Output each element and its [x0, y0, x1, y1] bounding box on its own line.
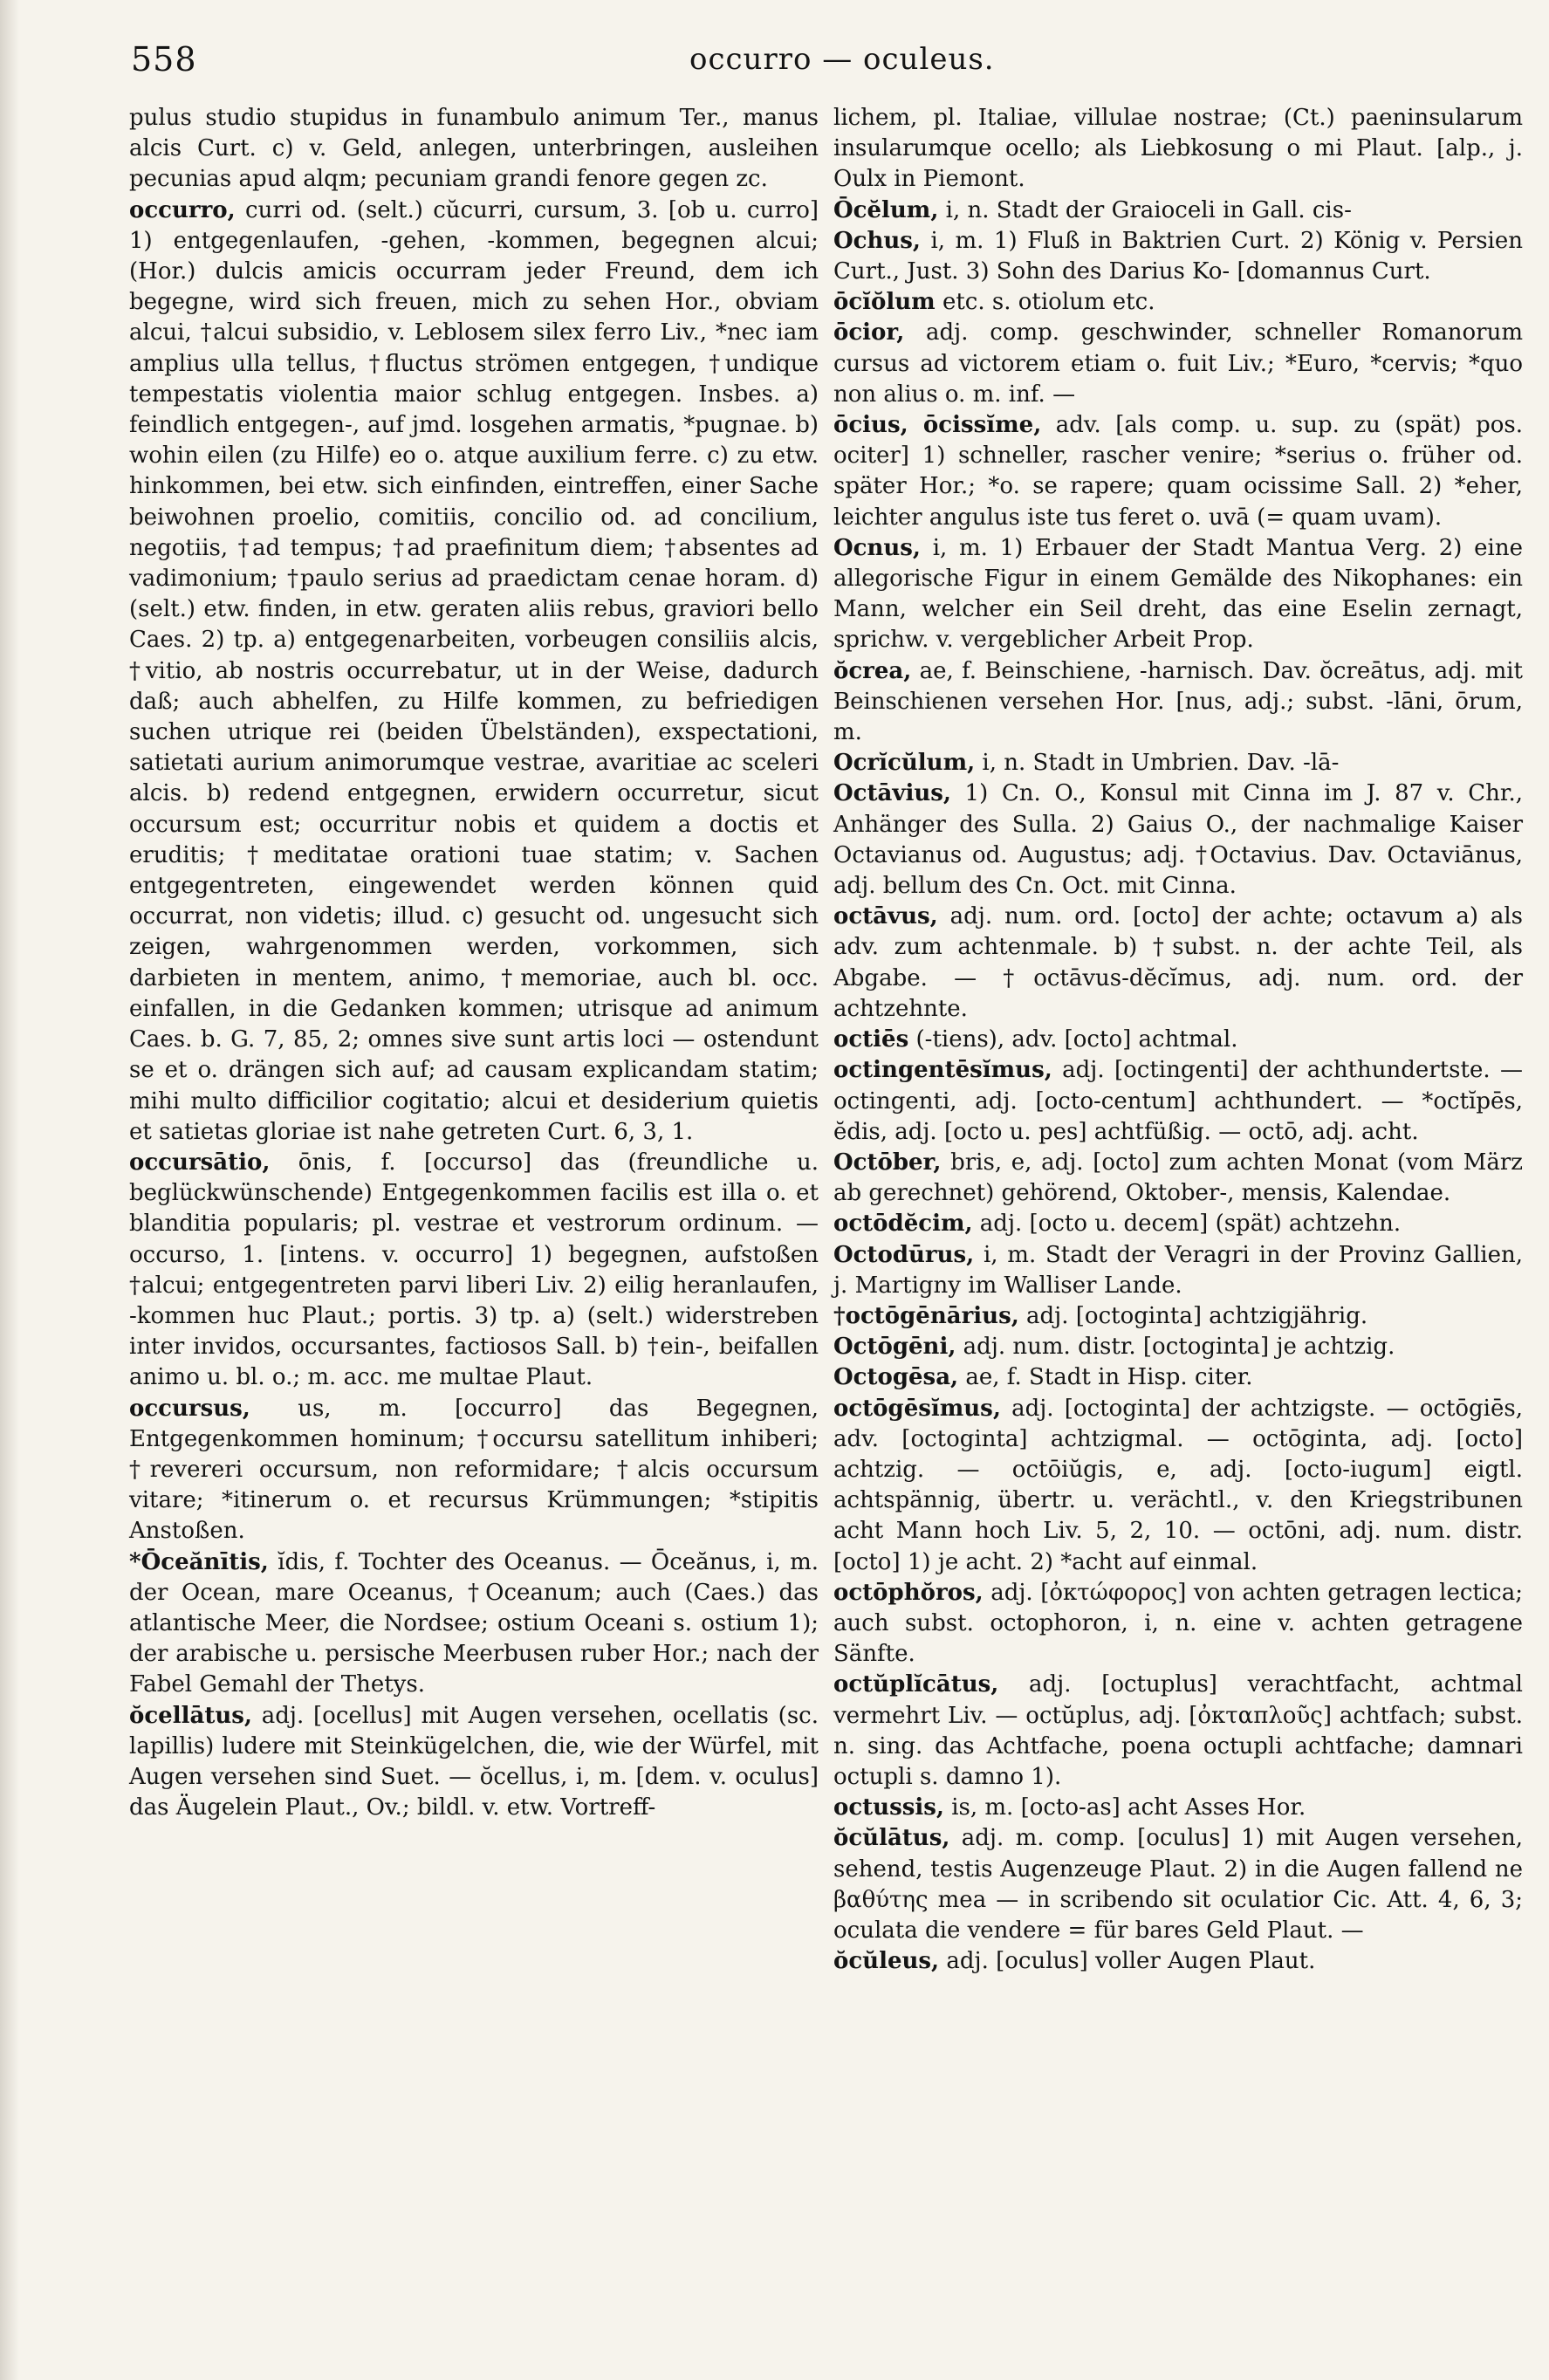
entry-headword: ōcĭŏlum — [833, 289, 936, 316]
entry-text: adj. [ὀκτώφορος] von achten getragen lectica; auch subst. octophoron, i, n. eine v. achten getragene Sänfte. — [833, 1579, 1523, 1668]
dictionary-entry — [833, 195, 1523, 226]
entry-headword: ōcius, ōcissĭme, — [833, 412, 1042, 439]
entry-text: adj. [octoginta] der achtzigste. — octōgiēs, adv. [octoginta] achtzigmal. — octōginta, adj. [octo] achtzig. — octōiŭgis, e, adj. [octo-iugum] eigtl. achtspännig, übertr. u. verächtl., v. den Kriegstribunen acht Mann hoch Liv. 5, 2, 10. — octōni, adj. num. distr. [octo] 1) je acht. 2) *acht auf einmal. — [833, 1395, 1523, 1575]
dictionary-entry — [129, 1394, 819, 1547]
entry-text: i, n. Stadt in Umbrien. Dav. -lā- — [975, 750, 1340, 777]
entry-text: curri od. (selt.) cŭcurri, cursum, 3. [ob u. curro] 1) entgegenlaufen, -gehen, -kommen, begegnen alcui; (Hor.) dulcis amicis occurram jeder Freund, dem ich begegne, wird sich freuen, mich zu sehen Hor., obviam alcui, †alcui subsidio, v. Leblosem silex ferro Liv., *nec iam amplius ulla tellus, †fluctus strömen entgegen, †undique tempestatis violentia maior schlug entgegen. Insbes. a) feindlich entgegen-, auf jmd. losgehen armatis, *pugnae. b) wohin eilen (zu Hilfe) eo o. atque auxilium ferre. c) zu etw. hinkommen, bei etw. sich einfinden, eintreffen, einer Sache beiwohnen proelio, comitiis, concilio od. ad concilium, negotiis, †ad tempus; †ad praefinitum diem; †absentes ad vadimonium; †paulo serius ad praedictam cenae horam. d) (selt.) etw. finden, in etw. geraten aliis rebus, graviori bello Caes. 2) tp. a) entgegenarbeiten, vorbeugen consiliis alcis, †vitio, ab nostris occurrebatur, ut in der Weise, dadurch daß; auch abhelfen, zu Hilfe kommen, zu befriedigen suchen utrique rei (beiden Übelständen), exspectationi, satietati aurium animorumque vestrae, avaritiae ac sceleri alcis. b) redend entgegnen, erwidern occurretur, sicut occursum est; occurritur nobis et quidem a doctis et eruditis; †meditatae orationi tuae statim; v. Sachen entgegentreten, eingewendet werden können quid occurrat, non videtis; illud. c) gesucht od. ungesucht sich zeigen, wahrgenommen werden, vorkommen, sich darbieten in mentem, animo, †memoriae, auch bl. occ. einfallen, in die Gedanken kommen; utrisque ad animum Caes. b. G. 7, 85, 2; omnes sive sunt artis loci — ostendunt se et o. drängen sich auf; ad causam explicandam statim; mihi multo difficilior cogitatio; alcui et desiderium quietis et satietas gloriae ist nahe getreten Curt. 6, 3, 1. — [129, 196, 819, 1145]
dictionary-entry — [833, 748, 1523, 778]
entry-text: i, m. Stadt der Veragri in der Provinz Gallien, j. Martigny im Walliser Lande. — [833, 1241, 1523, 1299]
entry-headword: ŏcellātus, — [129, 1702, 252, 1729]
dictionary-entry — [833, 226, 1523, 287]
entry-text: adj. m. comp. [oculus] 1) mit Augen versehen, sehend, testis Augenzeuge Plaut. 2) in die Augen fallend ne βαθύτης mea — in scribendo sit oculatior Cic. Att. 4, 6, 3; oculata die vendere = für bares Geld Plaut. — — [833, 1825, 1523, 1944]
dictionary-entry — [129, 1547, 819, 1701]
entry-text: adj. num. distr. [octoginta] je achtzig. — [956, 1334, 1395, 1361]
left-column — [129, 103, 819, 1823]
entry-text: is, m. [octo-as] acht Asses Hor. — [943, 1794, 1306, 1821]
entry-headword: ŏcŭlātus, — [833, 1825, 950, 1852]
entry-headword: octingentēsĭmus, — [833, 1057, 1052, 1084]
entry-headword: occursātio, — [129, 1149, 271, 1176]
entry-headword: octussis, — [833, 1794, 944, 1821]
entry-text: etc. s. otiolum etc. — [935, 289, 1155, 316]
entry-headword: Ocnus, — [833, 534, 921, 561]
entry-text: lichem, pl. Italiae, villulae nostrae; (Ct.) paeninsularum insularumque ocello; als Liebkosung o mi Plaut. [alp., j. Oulx in Piemont. — [833, 105, 1523, 193]
dictionary-entry — [833, 1332, 1523, 1362]
entry-headword: Octōber, — [833, 1149, 942, 1176]
dictionary-entry — [833, 1055, 1523, 1148]
entry-headword: occursus, — [129, 1395, 250, 1422]
dictionary-entry — [833, 1025, 1523, 1055]
page-number: 558 — [131, 40, 197, 79]
dictionary-entry — [833, 1578, 1523, 1670]
entry-headword: Ōcĕlum, — [833, 196, 939, 223]
dictionary-entry — [833, 1793, 1523, 1823]
entry-headword: octŭplĭcātus, — [833, 1671, 999, 1698]
entry-text: (-tiens), adv. [octo] achtmal. — [908, 1026, 1238, 1053]
entry-text: i, m. 1) Erbauer der Stadt Mantua Verg. 2) eine allegorische Figur in einem Gemälde des Nikophanes: ein Mann, welcher ein Seil dreht, das eine Eselin zernagt, sprichw. v. vergeblicher Arbeit Prop. — [833, 534, 1523, 654]
dictionary-entry — [833, 318, 1523, 410]
entry-text: i, n. Stadt der Graioceli in Gall. cis- — [938, 196, 1352, 223]
entry-text: adj. [octoginta] achtzigjährig. — [1018, 1302, 1368, 1329]
entry-headword: Octāvius, — [833, 780, 951, 807]
entry-text: adv. [als comp. u. sup. zu (spät) pos. ociter] 1) schneller, rascher venire; *serius o. früher od. später Hor.; *o. se rapere; quam ocissime Sall. 2) *eher, leichter angulus iste tus feret o. uvā (= quam uvam). — [833, 412, 1523, 531]
dictionary-entry — [833, 410, 1523, 533]
dictionary-entry — [129, 1701, 819, 1824]
entry-text: 1) Cn. O., Konsul mit Cinna im J. 87 v. Chr., Anhänger des Sulla. 2) Gaius O., der nachmalige Kaiser Octavianus od. Augustus; adj. †Octavius. Dav. Octaviānus, adj. bellum des Cn. Oct. mit Cinna. — [833, 780, 1523, 900]
dictionary-entry — [833, 1240, 1523, 1301]
entry-text: ae, f. Beinschiene, -harnisch. Dav. ŏcreātus, adj. mit Beinschienen versehen Hor. [nus, adj.; subst. -lāni, ōrum, m. — [833, 657, 1523, 746]
dictionary-entry — [833, 287, 1523, 318]
entry-text: adj. [ocellus] mit Augen versehen, ocellatis (sc. lapillis) ludere mit Steinkügelchen, die, wie der Würfel, mit Augen versehen sind Suet. — ŏcellus, i, m. [dem. v. oculus] das Äugelein Plaut., Ov.; bildl. v. etw. Vortreff- — [129, 1702, 819, 1821]
dictionary-entry — [833, 902, 1523, 1025]
entry-headword: octōgēsĭmus, — [833, 1395, 1001, 1422]
entry-headword: Octogēsa, — [833, 1364, 959, 1391]
entry-headword: ŏcŭleus, — [833, 1948, 940, 1975]
entry-text: adj. [oculus] voller Augen Plaut. — [939, 1948, 1316, 1975]
entry-headword: Ocrĭcŭlum, — [833, 750, 976, 777]
dictionary-entry — [833, 1670, 1523, 1793]
scan-edge-shadow — [0, 0, 19, 2380]
entry-text: adj. [octo u. decem] (spät) achtzehn. — [972, 1211, 1402, 1238]
dictionary-entry — [129, 195, 819, 1148]
entry-text: bris, e, adj. [octo] zum achten Monat (vom März ab gerechnet) gehörend, Oktober-, mensis, Kalendae. — [833, 1149, 1523, 1207]
entry-text: i, m. 1) Fluß in Baktrien Curt. 2) König v. Persien Curt., Just. 3) Sohn des Darius Ko- [domannus Curt. — [833, 227, 1523, 285]
dictionary-entry — [833, 1148, 1523, 1209]
entry-text: pulus studio stupidus in funambulo animum Ter., manus alcis Curt. c) v. Geld, anlegen, unterbringen, ausleihen pecunias apud alqm; pecuniam grandi fenore gegen zc. — [129, 105, 819, 193]
entry-headword: †octōgēnārius, — [833, 1302, 1019, 1329]
dictionary-entry — [833, 533, 1523, 656]
entry-headword: octōdĕcim, — [833, 1211, 973, 1238]
entry-text: adj. num. ord. [octo] der achte; octavum a) als adv. zum achtenmale. b) †subst. n. der achte Teil, als Abgabe. — †octāvus-dĕcĭmus, adj. num. ord. der achtzehnte. — [833, 903, 1523, 1022]
entry-headword: octāvus, — [833, 903, 938, 930]
dictionary-entry — [833, 1362, 1523, 1393]
dictionary-entry — [833, 656, 1523, 749]
entry-headword: Ochus, — [833, 227, 921, 254]
dictionary-entry — [833, 1394, 1523, 1578]
dictionary-entry — [833, 1209, 1523, 1239]
entry-headword: ōcior, — [833, 319, 905, 346]
dictionary-entry — [833, 778, 1523, 902]
dictionary-entry — [833, 1823, 1523, 1946]
entry-text: adj. [octuplus] verachtfacht, achtmal vermehrt Liv. — octŭplus, adj. [ὀκταπλοῦς] achtfach; subst. n. sing. das Achtfache, poena octupli achtfache; damnari octupli s. damno 1). — [833, 1671, 1523, 1790]
dictionary-entry — [129, 1148, 819, 1394]
entry-text: ōnis, f. [occurso] das (freundliche u. beglückwünschende) Entgegenkommen facilis est illa o. et blanditia popularis; pl. vestrae et vestrorum ordinum. — occurso, 1. [intens. v. occurro] 1) begegnen, aufstoßen †alcui; entgegentreten parvi liberi Liv. 2) eilig heranlaufen, -kommen huc Plaut.; portis. 3) tp. a) (selt.) widerstreben inter invidos, occursantes, factiosos Sall. b) †ein-, beifallen animo u. bl. o.; m. acc. me multae Plaut. — [129, 1149, 819, 1391]
entry-headword: octiēs — [833, 1026, 909, 1053]
entry-headword: octōphŏros, — [833, 1579, 984, 1606]
dictionary-entry — [833, 1946, 1523, 1977]
right-column — [833, 103, 1523, 1977]
page-header — [131, 37, 1492, 89]
entry-headword: Octodūrus, — [833, 1241, 975, 1268]
entry-headword: ŏcrea, — [833, 657, 912, 684]
entry-headword: *Ōceănītis, — [129, 1548, 269, 1575]
dictionary-entry — [833, 103, 1523, 195]
entry-text: adj. [octingenti] der achthundertste. — octingenti, adj. [octo-centum] achthundert. — *octĭpēs, ĕdis, adj. [octo u. pes] achtfüßig. — octō, adj. acht. — [833, 1057, 1523, 1145]
entry-text: ae, f. Stadt in Hisp. citer. — [958, 1364, 1253, 1391]
entry-text: adj. comp. geschwinder, schneller Romanorum cursus ad victorem etiam o. fuit Liv.; *Euro, *cervis; *quo non alius o. m. inf. — — [833, 319, 1523, 408]
entry-text: ĭdis, f. Tochter des Oceanus. — Ōceănus, i, m. der Ocean, mare Oceanus, †Oceanum; auch (Caes.) das atlantische Meer, die Nordsee; ostium Oceani s. ostium 1); der arabische u. persische Meerbusen ruber Hor.; nach der Fabel Gemahl der Thetys. — [129, 1548, 819, 1698]
entry-headword: Octōgēni, — [833, 1334, 956, 1361]
dictionary-entry — [833, 1301, 1523, 1332]
entry-text: us, m. [occurro] das Begegnen, Entgegenkommen hominum; †occursu satellitum inhiberi; †revereri occursum, non reformidare; †alcis occursum vitare; *itinerum o. et recursus Krümmungen; *stipitis Anstoßen. — [129, 1395, 819, 1545]
entry-headword: occurro, — [129, 196, 236, 223]
running-head: occurro — oculeus. — [689, 42, 995, 77]
column-divider — [824, 103, 825, 2337]
dictionary-entry — [129, 103, 819, 195]
